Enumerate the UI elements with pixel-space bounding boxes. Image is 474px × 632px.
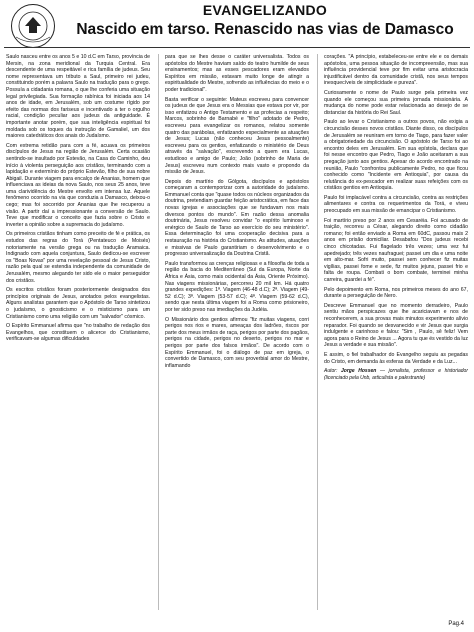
author-name: Jorge Hossen xyxy=(341,368,377,375)
paragraph: Paulo foi implacável contra a circuncisão, contra as restrições alimentares e contra os requerimentos da Torá, e viveu preocupado em sua missão de emancipar o Cristianismo. xyxy=(324,194,468,215)
casa-espirita-logo xyxy=(10,3,56,49)
paragraph: O Espírito Emmanuel afirma que "no trabalho de redação dos Evangelhos, que constituem o alicerce do Cristianismo, verificavam-se algumas dificuldades xyxy=(6,323,150,343)
paragraph: Paulo ao levar o Cristianismo a outros povos, não exigia a circuncisão desses novos cristãos. Diante disso, os discípulos de Jerusalém se reuniram em torno de Tiago, para fazer valer a obrigatoriedade da circuncisão. O apóstolo de Tarso foi ao encontro deles em Jerusalém. Em sua epístola, declara que foi nesse encontro que Pedro, Tiago e João aceitaram a sua pregação junto aos gentios. Apesar do acordo encontrado na reunião, Paulo "confrontou publicamente Pedro, no que ficou conhecido como "Incidente em Antioquia", por causa da relutância do ex-pescador em realizar suas refeições com os cristãos gentios em Antioquia. xyxy=(324,119,468,192)
paragraph: Basta verificar o seguinte: Mateus escreveu para convencer os judeus de que Jesus era o Messias que estava por vir, por isso enfatizou o Antigo Testamento e as profecias a respeito; Marcos, sobrinho de Barnabé e "filho" adotado de Pedro, escreveu para evangelizar os romanos, relatou somente quatro das parábolas, enfatizando especialmente as atuações de Jesus; Lucas (não conheceu Jesus pessoalmente) escreveu para os gentios, enfatizando o ministério de Deus através da "salvação", escrevendo a quem era Lucas, estudioso e amigo de Paulo; João (sobrinho de Maria de Jesus) escreveu num contexto mais vasto e propondo da missão de Jesus. xyxy=(165,96,309,176)
page-header xyxy=(60,2,470,40)
paragraph: para que se lhes desse o caráter universalista. Todos os apóstolos do Mestre haviam saído do teatro humilde de seus ensinamentos; mas as esses pescadores eram elevados Espíritos em missão, estavam muito longe de atingir a espiritualidade do Mestre, sofrendo as influências do meio e o poder tradicional". xyxy=(165,54,309,93)
paragraph: Saulo nasceu entre os anos 5 e 10 d.C em Tarso, província de Mersin, na zona meridional da Turquia Central. Era descendente de uma respeitável e rica família de judeus. Seu nome representava um tributo a Saul, primeiro rei judeu, constituindo porém a palavra Saulo na tradução para o grego. Possuía a cidadania romana, o que lhe conferia uma situação legal privilegiada. Sua formação rabínica foi iniciada aos 14 anos de idade, em Jerusalém, sob um costume rígido por efeito das normas dos fariseus e incentivado a ter o orgulho racial, condição peculiar aos judeus da antiguidade. É importante anotar porém, que sua inteligência espiritual foi moldada sob os toques da instrução de Gamaliel, um dos maiores catedráticos dos anais do Judaísmo. xyxy=(6,54,150,140)
paragraph: Curiosamente o nome de Paulo surge pela primeira vez quando ele começou sua primeira jornada missionária. A mudança do nome pode estar relacionada ao desejo de se distanciar da história do Rei Saul. xyxy=(324,89,468,116)
paragraph: corações. "A princípio, estabeleceu-se entre ele e os demais apóstolos, uma pessoa situação de incompreensão, mas sua influência providencial teve por fim evitar uma aristocracia injustificável dentro da comunidade cristã, nos seus tempos inesquecíveis de simplicidade e pureza". xyxy=(324,54,468,87)
paragraph: Os escritos cristãos foram posteriormente designados dos princípios originais de Jesus, anotados pelos evangelistas. Alguns analistas garantem que o Apóstolo de Tarso sintetizou o judaísmo, o gnosticismo e o misticismo para um Cristianismo como uma religião com um "salvador" cósmico. xyxy=(6,287,150,320)
page-number: Pag.4 xyxy=(448,621,464,627)
column-3 xyxy=(317,54,468,610)
column-1 xyxy=(6,54,150,610)
paragraph: E assim, o fiel trabalhador do Evangelho seguiu as pegadas do Cristo, em demanda às esferas da Verdade e da Luz... xyxy=(324,351,468,365)
paragraph: Foi martírio preso por 2 anos em Cesaréia. Foi acusado de traição, recorreu a César, alegando direito como cidadão romano; foi então enviado a Roma em 60dC, passou mais 2 anos em prisão domiciliar. Desabafou "Dos judeus recebi cinco chicotadas. Fui flagelado três vezes; uma vez fui apedrejado; três vezes naufraguei; passei um dia e uma noite em alto-mar. Sofri muito, passei sem conhecer fiz muitas vigílias, passei fome e sede, fiz muitos jejuns, passei frio e falta de roupa. Combati o bom combate, terminei minha carreira, guardei a fé". xyxy=(324,217,468,283)
paragraph: Com extrema retidão para com a fé, acuava os primeiros discípulos de Jesus na região de Jerusalém. Certa ocasião sentindo-se insultado por Estevão, na Casa do Caminho, deu início à violenta perseguição aos cristãos, terminando com a lapidação e extermínio do próprio Estevão, filho de sua nobre Abigail. Durante viagem para encalço de Ananias, homem que influenciava as ideias da nova Saulo, nos seus 25 anos, teve uma clarividência do Mestre envolto em intensa luz. Aquele fenômeno ocorrido na via que conduzia a Damasco, deixou-o cego; mas foi socorrido por Ananias que lhe recuperou a visão. A partir daí a impressionante a conversão de Saulo. Teve que modificar o conceito que fazia sobre o Cristo e inverter a opinião sobre a supremacia do judaísmo. xyxy=(6,142,150,228)
author-credit xyxy=(324,368,468,381)
paragraph: Paulo transformou as crenças religiosas e a filosofia de toda a região da bacia do Mediterrâneo (Sul da Europa, Norte da África e Ásia, como mais ocidental da Ásia, Oriente Próximo). Nas viagens missionárias, percorreu 20 mil km. Há quatro grandes expedições: 1ª. Viagem (46-48 d.C); 2ª. Viagem (49-52 d.C); 3ª. Viagem (53-57 d.C); 4ª. Viagem (59-62 d.C), sendo que nesta última viagem foi a Roma como prisioneiro, por ter sido preso nas imediações da Judéia. xyxy=(165,260,309,313)
header-rule xyxy=(4,47,470,48)
article-title: Nascido em tarso. Renascido nas vias de Damasco xyxy=(76,21,454,38)
author-label: Autor: xyxy=(324,368,338,375)
paragraph: Os primeiros cristãos tinham como preceito de fé e prática, os estudos das regras do Torá (Pentateuco de Moisés) notoriamente na versão grega ou na tradução Aramaica. Indignado com aquela conjuntura, Saulo dedicou-se escrever os "Boas Novas" por uma revelação pessoal de Jesus Cristo, razão pela qual se estendia independente da comunidade de Jerusalém, mesmo alegando ter sido ele o maior perseguidor dos cristãos. xyxy=(6,231,150,284)
paragraph: Depois do martírio do Gólgota, discípulos e apóstolos começaram a contemporizar com a autoridade do judaísmo. Emmanuel conta que "quase todos os núcleos organizados da doutrina, pretendiam guardar feição aristocrática, em face das novas igrejas e associações que se fundavam nos mais diversos pontos do mundo". Em razão dessa anomalia doutrinária, Jesus resolveu convidar "o espírito luminoso e enérgico de Saulo de Tarso ao exercício do seu ministério". Essa determinação foi uma cooperação decisiva para a restauração na história do Cristianismo. As atitudes, atuações e missivas de Paulo garantiriam o desenvolvimento e o progresso universalização da Doutrina Cristã. xyxy=(165,178,309,258)
paragraph: O Missionário dos gentios afirmou "fiz muitas viagens, corri perigos nos rios e mares, ameaças dos ladrões, riscos por parte dos meus irmãos de raça, perigos por parte dos pagãos, perigos na cidade, perigos no deserto, perigos no mar e perigos por parte dos falsos irmãos". De acordo com o Espírito Emmanuel, foi o diálogo de paz em igreja, o convertido de Damasco, com seu proverbial amor do Mestre, inflamando xyxy=(165,316,309,369)
article-body xyxy=(6,54,468,610)
paragraph: Descreve Emmanuel que no momento derradeiro, Paulo sentiu mãos perspicazes que lhe acariciavam e nos de reconhecerem, a sua provas mais minutos experimento alívio reparador. Foi quando se desvanecido e vir Jesus que surgia indulgente e carinhoso e falou: "Sim , Paulo, sê feliz! Vem agora para o Reino de Jesus ... Agora tu que és vestido da luz Jesus a verdade e sua missão". xyxy=(324,302,468,349)
paragraph: Pelo depoimento em Roma, nos primeiros meses do ano 67, durante a perseguição de Nero. xyxy=(324,286,468,300)
section-kicker: EVANGELIZANDO xyxy=(202,2,328,18)
author-role: — jornalista, professor e historiador (licenciado pela Unb, articulista e palestrante) xyxy=(324,368,468,381)
column-2 xyxy=(158,54,309,610)
